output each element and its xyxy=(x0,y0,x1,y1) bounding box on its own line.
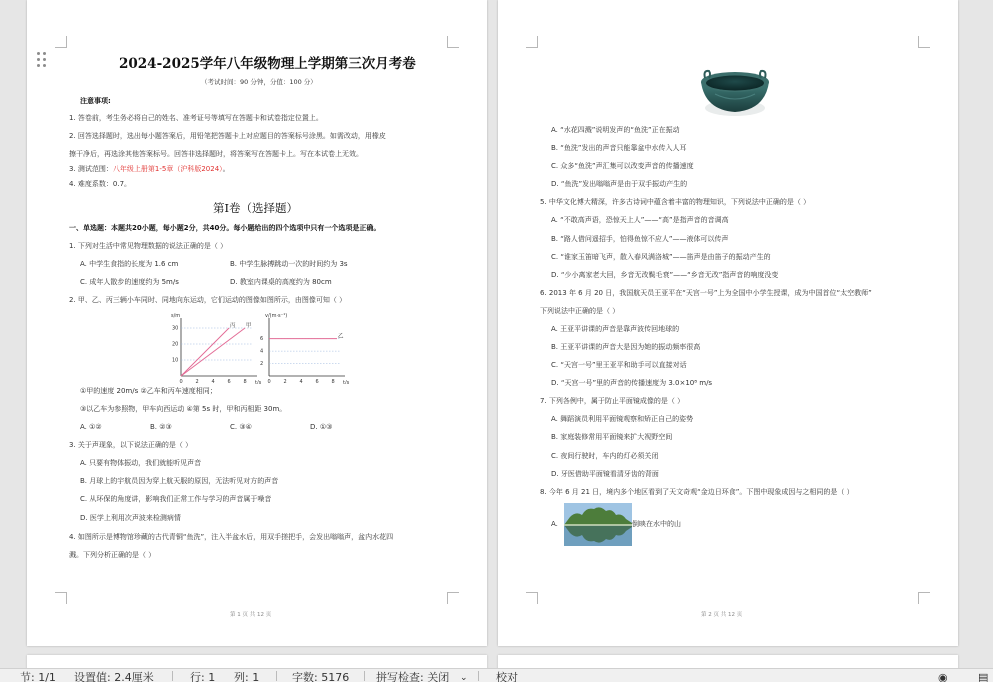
y-axis-label: s/m xyxy=(171,313,181,319)
x-tick-label: 0 xyxy=(179,379,183,384)
q3-option-a: A. 只要有物体振动，我们就能听见声音 xyxy=(80,459,202,467)
x-tick-label: 6 xyxy=(227,379,231,384)
status-row[interactable]: 行: 1 xyxy=(190,671,216,682)
y-tick-label: 20 xyxy=(172,341,179,348)
q8-option-a-label: A. xyxy=(551,520,558,528)
status-separator xyxy=(276,671,277,681)
q2-option-b: B. ②③ xyxy=(150,423,172,431)
y-tick-label: 2 xyxy=(260,361,264,368)
series-label-甲: 甲 xyxy=(246,323,252,329)
q6-option-a: A. 王亚平讲课的声音是靠声波传回地球的 xyxy=(551,325,680,333)
status-separator xyxy=(172,671,173,681)
status-word-count[interactable]: 字数: 5176 xyxy=(292,671,350,682)
q5-option-a: A. “不敢高声语，恐惊天上人”——“高”是指声音的音调高 xyxy=(551,216,729,224)
margin-corner-mark xyxy=(447,36,459,48)
q4-option-c: C. 众多“鱼洗”声汇集可以改变声音的传播速度 xyxy=(551,162,694,170)
q2-option-c: C. ③④ xyxy=(230,423,252,431)
y-tick-label: 10 xyxy=(172,357,179,364)
q2-option-d: D. ①③ xyxy=(310,423,333,431)
status-separator xyxy=(364,671,365,681)
series-label-丙: 丙 xyxy=(230,323,236,329)
q7-option-b: B. 家庭装修常用平面镜来扩大视野空间 xyxy=(551,433,673,441)
notice-title: 注意事项: xyxy=(80,97,111,105)
question-6: 6. 2013 年 6 月 20 日，我国航天员王亚平在“天宫一号”上为全国中小学生授课，成为中国首位“太空教师” xyxy=(540,289,872,297)
x-tick-label: 4 xyxy=(299,379,303,384)
q5-option-b: B. “路人借问遥招手，怕得鱼惊不应人”——液体可以传声 xyxy=(551,235,729,243)
x-tick-label: 2 xyxy=(195,379,199,384)
notice-item: 2. 回答选择题时，选出每小题答案后，用铅笔把答题卡上对应题目的答案标号涂黑。如需改动，用橡皮 xyxy=(69,132,386,140)
question-4: 4. 如图所示是博物馆珍藏的古代青铜“鱼洗”，注入半盆水后，用双手搓把手，会发出嗡嗡声，盆内水花四 xyxy=(69,533,394,541)
margin-corner-mark xyxy=(55,36,67,48)
question-3: 3. 关于声现象，以下说法正确的是（ ） xyxy=(69,441,193,449)
margin-corner-mark xyxy=(918,592,930,604)
notice-scope-prefix: 3. 测试范围： xyxy=(69,165,113,173)
series-label-乙: 乙 xyxy=(338,333,344,340)
mountain-reflection-image xyxy=(564,503,632,546)
drag-handle-icon[interactable] xyxy=(37,52,47,68)
q6-option-c: C. “天宫一号”里王亚平和助手可以直接对话 xyxy=(551,361,687,369)
eye-icon[interactable]: ◉ xyxy=(938,671,948,682)
question-8: 8. 今年 6 月 21 日，境内多个地区看到了天文奇观“金边日环食”。下图中现象成因与之相同的是（ ） xyxy=(540,488,854,496)
q4-option-d: D. “鱼洗”发出嗡嗡声是由于双手振动产生的 xyxy=(551,180,688,188)
s-t-graph xyxy=(167,310,265,384)
q5-option-c: C. “谁家玉笛暗飞声，散入春风满洛城”——笛声是由笛子的振动产生的 xyxy=(551,253,771,261)
q6-option-d: D. “天宫一号”里的声音的传播速度为 3.0×10⁸ m/s xyxy=(551,379,713,387)
exam-info: （考试时间：90 分钟，分值：100 分） xyxy=(201,78,317,86)
notice-item: 4. 难度系数：0.7。 xyxy=(69,180,132,188)
series-line-丙 xyxy=(181,328,229,376)
q4-option-b: B. “鱼洗”发出的声音只能靠盆中水传入人耳 xyxy=(551,144,687,152)
question-7: 7. 下列各例中，属于防止平面镜成像的是（ ） xyxy=(540,397,685,405)
x-tick-label: 6 xyxy=(315,379,319,384)
x-tick-label: 0 xyxy=(267,379,271,384)
q2-statements-2: ③以乙车为参照物，甲车向西运动 ④第 5s 时，甲和丙相距 30m。 xyxy=(80,405,287,413)
page-footer: 第 1 页 共 12 页 xyxy=(230,612,272,618)
x-tick-label: 8 xyxy=(243,379,247,384)
notice-item: 1. 答卷前，考生务必将自己的姓名、准考证号等填写在答题卡和试卷指定位置上。 xyxy=(69,114,323,122)
x-axis-label: t/s xyxy=(343,380,350,384)
q2-statements-1: ①甲的速度 20m/s ②乙车和丙车速度相同； xyxy=(80,387,217,395)
x-tick-label: 4 xyxy=(211,379,215,384)
y-tick-label: 4 xyxy=(260,348,264,355)
q6-option-b: B. 王亚平讲课的声音大是因为她的振动频率很高 xyxy=(551,343,701,351)
margin-corner-mark xyxy=(55,592,67,604)
q7-option-d: D. 牙医借助平面镜看清牙齿的背面 xyxy=(551,470,659,478)
q2-option-a: A. ①② xyxy=(80,423,102,431)
q1-option-b: B. 中学生脉搏跳动一次的时间约为 3s xyxy=(230,260,348,268)
x-tick-label: 8 xyxy=(331,379,335,384)
document-page-2[interactable] xyxy=(498,0,958,646)
y-axis-label: v/(m·s⁻¹) xyxy=(265,313,288,319)
question-1: 1. 下列对生活中常见物理数据的说法正确的是（ ） xyxy=(69,242,228,250)
page-footer: 第 2 页 共 12 页 xyxy=(701,612,743,618)
q7-option-a: A. 舞蹈演员利用平面镜观察和矫正自己的姿势 xyxy=(551,415,694,423)
bronze-basin-image xyxy=(695,64,775,118)
q1-option-c: C. 成年人散步的速度约为 5m/s xyxy=(80,278,179,286)
document-page-1[interactable] xyxy=(27,0,487,646)
chevron-down-icon[interactable]: ⌄ xyxy=(460,673,468,682)
status-bar xyxy=(0,668,993,682)
status-position[interactable]: 设置值: 2.4厘米 xyxy=(74,671,154,682)
question-6-cont: 下列说法中正确的是（ ） xyxy=(540,307,620,315)
q1-option-d: D. 教室内课桌的高度约为 80cm xyxy=(230,278,332,286)
status-column[interactable]: 列: 1 xyxy=(234,671,260,682)
notice-scope-range: 八年级上册第1-5章（沪科版2024） xyxy=(112,165,223,173)
q1-option-a: A. 中学生食指的长度为 1.6 cm xyxy=(80,260,179,268)
view-mode-icon[interactable]: ▤ xyxy=(978,671,989,682)
notice-item: 擦干净后，再选涂其他答案标号。回答非选择题时，将答案写在答题卡上。写在本试卷上无效。 xyxy=(69,150,363,158)
q7-option-c: C. 夜间行驶时，车内的灯必须关闭 xyxy=(551,452,659,460)
q3-option-c: C. 从环保的角度讲，影响我们正常工作与学习的声音属于噪音 xyxy=(80,495,272,503)
section-title: 第Ⅰ卷（选择题） xyxy=(213,201,299,215)
vertical-scroll-area[interactable] xyxy=(978,0,993,668)
margin-corner-mark xyxy=(526,592,538,604)
notice-item-scope xyxy=(69,164,230,174)
question-2: 2. 甲、乙、丙三辆小车同时、同地向东运动，它们运动的图像如图所示，由图像可知（ ） xyxy=(69,296,347,304)
q4-option-a: A. “水花四溅”说明发声的“鱼洗”正在振动 xyxy=(551,126,680,134)
x-tick-label: 2 xyxy=(283,379,287,384)
question-4-cont: 溅。下列分析正确的是（ ） xyxy=(69,551,156,559)
q3-option-b: B. 月球上的宇航员因为穿上航天服的原因，无法听见对方的声音 xyxy=(80,477,279,485)
status-proofread[interactable]: 校对 xyxy=(496,671,518,682)
series-line-甲 xyxy=(181,328,245,376)
y-tick-label: 6 xyxy=(260,336,264,343)
status-separator xyxy=(478,671,479,681)
y-tick-label: 30 xyxy=(172,325,179,332)
q3-option-d: D. 医学上利用次声波来检测病情 xyxy=(80,514,181,522)
x-axis-label: t/s xyxy=(255,380,262,384)
q8-option-a-text: 倒映在水中的山 xyxy=(632,520,681,528)
v-t-graph xyxy=(259,310,351,384)
margin-corner-mark xyxy=(526,36,538,48)
question-5: 5. 中华文化博大精深，许多古诗词中蕴含着丰富的物理知识，下列说法中正确的是（ ） xyxy=(540,198,811,206)
status-section[interactable]: 节: 1/1 xyxy=(20,671,56,682)
status-spell-check[interactable]: 拼写检查: 关闭 xyxy=(376,671,450,682)
document-title: 2024-2025学年八年级物理上学期第三次月考卷 xyxy=(119,56,416,72)
q5-option-d: D. “少小离家老大回，乡音无改鬓毛衰”——“乡音无改”指声音的响度没变 xyxy=(551,271,779,279)
margin-corner-mark xyxy=(918,36,930,48)
margin-corner-mark xyxy=(447,592,459,604)
part-header: 一、单选题：本题共20小题，每小题2分，共40分。每小题给出的四个选项中只有一个选项是正确。 xyxy=(69,224,381,232)
notice-scope-suffix: 。 xyxy=(222,165,230,173)
